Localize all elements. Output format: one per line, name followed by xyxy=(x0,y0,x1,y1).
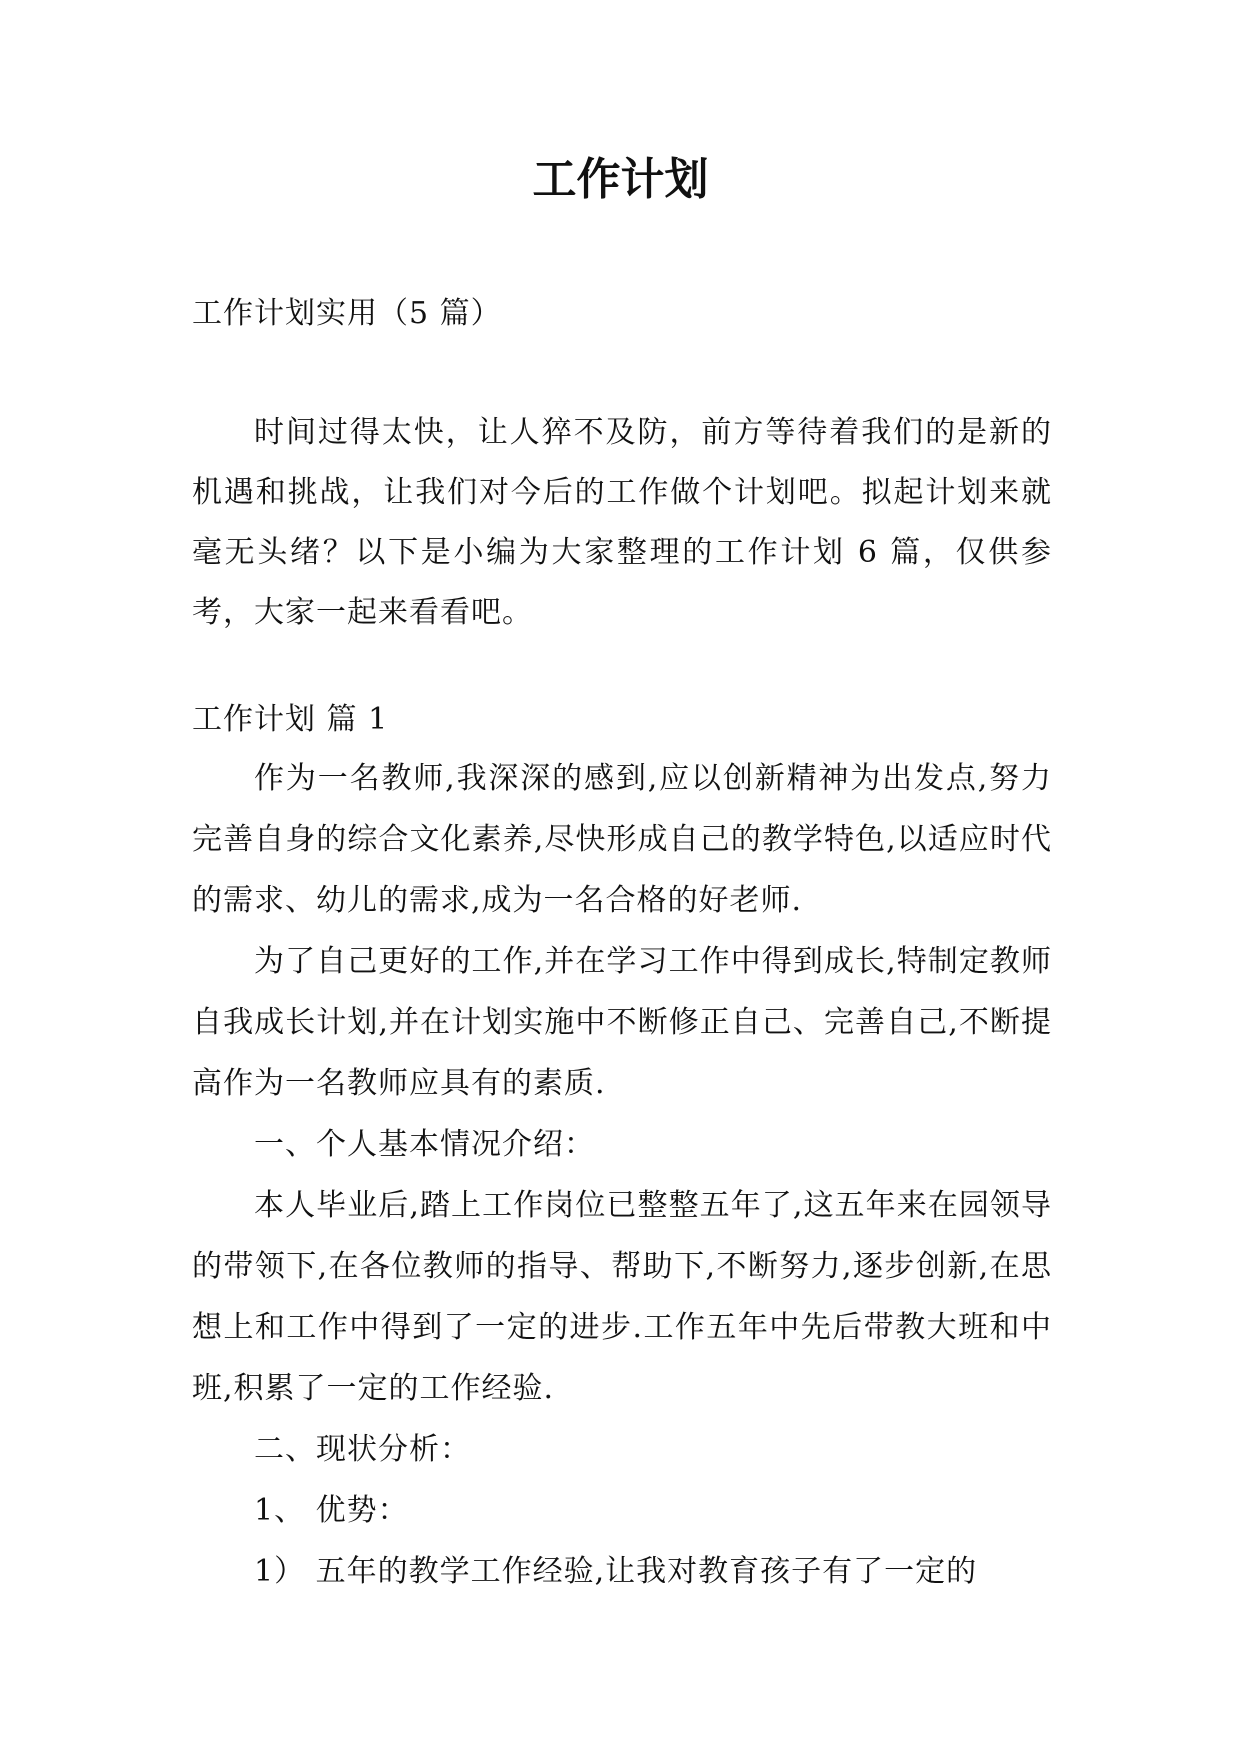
body-paragraph: 为了自己更好的工作,并在学习工作中得到成长,特制定教师自我成长计划,并在计划实施中不断修正自己、完善自己,不断提高作为一名教师应具有的素质. xyxy=(192,944,1052,1101)
document-subtitle: 工作计划实用（5 篇） xyxy=(192,296,502,331)
document-title: 工作计划 xyxy=(532,154,709,205)
list-item-1: 1） 五年的教学工作经验,让我对教育孩子有了一定的 xyxy=(254,1554,978,1589)
list-item-advantages: 1、 优势： xyxy=(254,1493,409,1528)
body-paragraph: 本人毕业后,踏上工作岗位已整整五年了,这五年来在园领导的带领下,在各位教师的指导、帮助下,不断努力,逐步创新,在思想上和工作中得到了一定的进步.工作五年中先后带教大班和中班,积累了一定的工作经验. xyxy=(192,1188,1052,1406)
section-body xyxy=(192,748,1052,1602)
subheading-basic-info: 一、个人基本情况介绍： xyxy=(254,1127,595,1162)
intro-paragraph: 时间过得太快，让人猝不及防，前方等待着我们的是新的机遇和挑战，让我们对今后的工作做个计划吧。拟起计划来就毫无头绪？以下是小编为大家整理的工作计划 6 篇，仅供参考，大家一起来看看吧。 xyxy=(192,415,1052,630)
subheading-status-analysis: 二、现状分析： xyxy=(254,1432,471,1467)
section-heading: 工作计划 篇 1 xyxy=(192,702,389,737)
body-paragraph: 作为一名教师,我深深的感到,应以创新精神为出发点,努力完善自身的综合文化素养,尽快形成自己的教学特色,以适应时代的需求、幼儿的需求,成为一名合格的好老师. xyxy=(192,761,1052,918)
